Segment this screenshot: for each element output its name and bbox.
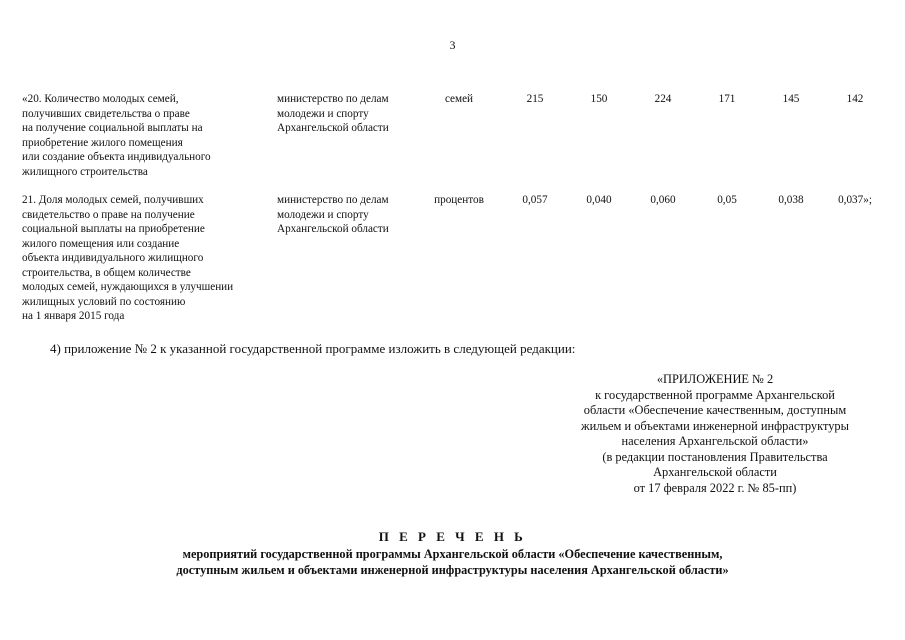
appendix-header: «ПРИЛОЖЕНИЕ № 2 к государственной программе Архангельской области «Обеспечение качественным, доступным жильем и объектами инженерной инфраструктуры населения Архангельской области» (в редакции постановления Правительства Архангельской области от 17 февраля 2022 г. № 85-пп) [581, 372, 849, 495]
indicator-value: 142 [846, 93, 864, 105]
indicator-value: 145 [782, 93, 800, 105]
indicator-value: 0,037»; [838, 194, 872, 206]
indicator-responsible: министерство по делам молодежи и спорту Архангельской области [277, 194, 389, 235]
indicator-value: 0,057 [522, 194, 548, 206]
indicator-value: 171 [718, 93, 736, 105]
indicators-table [22, 92, 887, 324]
indicator-value: 0,060 [650, 194, 676, 206]
list-title: П Е Р Е Ч Е Н Ь [378, 529, 527, 544]
indicator-value: 224 [654, 93, 672, 105]
table-row [22, 92, 887, 193]
amendment-paragraph: 4) приложение № 2 к указанной государственной программе изложить в следующей редакции: [50, 341, 576, 356]
table-row [22, 193, 887, 324]
indicator-unit: процентов [434, 194, 484, 206]
indicator-name: «20. Количество молодых семей, получивших свидетельства о праве на получение социальной выплаты на приобретение жилого помещения или создание объекта индивидуального жилищного строительства [22, 93, 211, 178]
indicator-value: 0,038 [778, 194, 804, 206]
list-subtitle: мероприятий государственной программы Архангельской области «Обеспечение качественным, доступным жильем и объектами инженерной инфраструктуры населения Архангельской области» [176, 547, 729, 577]
indicator-unit: семей [444, 93, 474, 105]
indicator-value: 150 [590, 93, 608, 105]
indicator-value: 215 [526, 93, 544, 105]
indicator-value: 0,040 [586, 194, 612, 206]
indicator-responsible: министерство по делам молодежи и спорту Архангельской области [277, 93, 389, 134]
indicator-value: 0,05 [717, 194, 737, 206]
indicator-name: 21. Доля молодых семей, получивших свидетельство о праве на получение социальной выплаты на приобретение жилого помещения или создание объекта индивидуального жилищного строительства, в общем количестве молодых семей, нуждающихся в улучшении жилищных условий по состоянию на 1 января 2015 года [22, 194, 234, 322]
page-number: 3 [449, 38, 456, 52]
